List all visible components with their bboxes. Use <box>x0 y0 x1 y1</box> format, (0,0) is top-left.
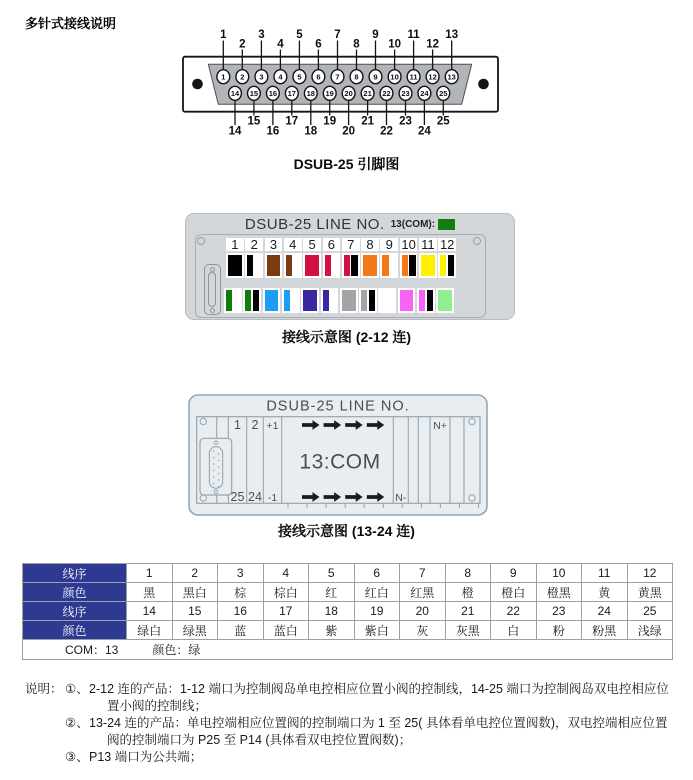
wire-color-cell-bottom <box>378 288 396 313</box>
com-center-label: 13:COM <box>299 450 381 474</box>
table-cell: 浅绿 <box>627 621 673 640</box>
table-cell: 14 <box>127 602 173 621</box>
pin-label: 24 <box>418 125 431 138</box>
wire-color-bar <box>303 290 317 311</box>
pin-label: 25 <box>436 115 450 128</box>
pin-label: 21 <box>361 115 374 128</box>
table-cell: 粉 <box>536 621 582 640</box>
wire-color-bar <box>292 290 298 311</box>
wire-color-bar <box>284 290 290 311</box>
slot-label: +1 <box>266 420 279 432</box>
wire-color-cell-bottom <box>340 288 358 313</box>
note-item <box>65 749 673 766</box>
pin-label: 2 <box>239 38 246 51</box>
table-cell: 绿白 <box>127 621 173 640</box>
pin-number: 15 <box>249 89 259 98</box>
pin-number: 9 <box>373 72 378 82</box>
wire-color-bar <box>380 290 394 311</box>
table-cell: 7 <box>400 564 446 583</box>
table-row <box>23 621 673 640</box>
table-cell: 4 <box>263 564 309 583</box>
wire-color-bar <box>228 255 242 276</box>
wire-color-bar <box>226 290 232 311</box>
table-cell: 11 <box>582 564 628 583</box>
table-row <box>23 602 673 621</box>
table-cell: 橙黑 <box>536 583 582 602</box>
screw-hole-icon <box>197 237 205 245</box>
pin-label: 23 <box>399 115 412 128</box>
dsub-connector-icon <box>204 264 221 315</box>
wire-color-cell-top <box>245 253 263 278</box>
table-cell: 红白 <box>354 583 400 602</box>
table-cell: 黑白 <box>172 583 218 602</box>
wire-color-cell-top <box>400 253 418 278</box>
wire-color-bar <box>427 290 433 311</box>
note-text: 13-24 连的产品：单电控端相应位置阀的控制端口为 1 至 25( 具体看单电控位置阀数)，双电控端相应位置阀的控制端口为 P25 至 P14 (具体看双电控位置阀数)； <box>89 716 668 747</box>
screw-hole-icon <box>200 418 206 424</box>
line-no-label: DSUB-25 LINE NO. <box>244 215 385 233</box>
pin-label: 22 <box>380 125 393 138</box>
note-marker: ②、 <box>65 716 89 730</box>
table-cell: 22 <box>491 602 537 621</box>
table-cell: 19 <box>354 602 400 621</box>
pin-label: 3 <box>258 29 265 41</box>
pin-label: 16 <box>266 125 280 138</box>
screw-hole-icon <box>469 418 475 424</box>
wire-color-cell-bottom <box>282 288 300 313</box>
pin-label: 9 <box>372 29 379 41</box>
wire-color-bar <box>245 290 251 311</box>
table-row-header: 线序 <box>23 564 127 583</box>
slot-label: 25 <box>230 490 245 504</box>
table-cell: 紫 <box>309 621 355 640</box>
table-row-header: 线序 <box>23 602 127 621</box>
table-cell: 24 <box>582 602 628 621</box>
table-cell: 棕白 <box>263 583 309 602</box>
wire-color-bar <box>234 290 240 311</box>
dsub-shell-icon <box>208 272 216 307</box>
wire-color-bar <box>265 290 279 311</box>
pin-number: 10 <box>390 72 399 82</box>
wire-color-cell-top <box>323 253 341 278</box>
table-cell: 10 <box>536 564 582 583</box>
wire-color-bar <box>361 290 367 311</box>
pin-number: 23 <box>401 89 410 98</box>
wire-color-bar <box>438 290 452 311</box>
table-cell: 红 <box>309 583 355 602</box>
n-plus-label: N+ <box>433 420 447 432</box>
pin-number: 17 <box>287 89 296 98</box>
dsub25-pinout-diagram <box>180 22 510 140</box>
pin-label: 4 <box>277 38 284 51</box>
wire-column-number: 7 <box>342 238 360 252</box>
pin-number: 2 <box>240 72 245 82</box>
wire-color-cell-top <box>226 253 244 278</box>
note-item <box>65 681 673 715</box>
table-cell: 蓝 <box>218 621 264 640</box>
pin-number: 24 <box>420 89 429 98</box>
table-row <box>23 564 673 583</box>
table-cell: 1 <box>127 564 173 583</box>
wire-color-cell-top <box>380 253 398 278</box>
table-cell: 白 <box>491 621 537 640</box>
wire-color-bar <box>305 255 319 276</box>
page-title: 多针式接线说明 <box>25 16 117 31</box>
wire-color-bar <box>363 255 377 276</box>
table-cell: 17 <box>263 602 309 621</box>
wiring-2-12-header <box>186 215 514 233</box>
wire-color-cell-top <box>284 253 302 278</box>
table-cell: 灰 <box>400 621 446 640</box>
table-cell: 橙 <box>445 583 491 602</box>
slot-label: 1 <box>234 418 241 432</box>
screw-hole-icon <box>200 495 206 501</box>
pin-number: 19 <box>325 89 334 98</box>
pin-number: 11 <box>409 72 418 82</box>
wire-color-cell-top <box>303 253 321 278</box>
table-cell: 棕 <box>218 583 264 602</box>
pin-number: 18 <box>306 89 315 98</box>
wire-color-cell-top <box>438 253 456 278</box>
wiring-2-12-caption: 接线示意图 (2-12 连) <box>281 329 412 345</box>
table-cell: 15 <box>172 602 218 621</box>
pin-number: 21 <box>363 89 372 98</box>
pin-label: 20 <box>342 125 355 138</box>
pin-number: 6 <box>316 72 321 82</box>
table-cell: 8 <box>445 564 491 583</box>
pin-number: 12 <box>428 72 437 82</box>
notes-label: 说明： <box>25 682 63 696</box>
pin-label: 13 <box>445 29 459 41</box>
wire-column-number: 1 <box>226 238 244 252</box>
notes-section <box>25 681 673 766</box>
slot-label: -1 <box>267 492 278 504</box>
wire-column-number: 5 <box>303 238 321 252</box>
wire-color-cell-bottom <box>301 288 319 313</box>
wire-color-cell-top <box>265 253 283 278</box>
table-cell: 黄黑 <box>627 583 673 602</box>
slot-label: 2 <box>251 418 259 432</box>
wire-column-number: 9 <box>380 238 398 252</box>
wire-color-bar <box>332 255 338 276</box>
table-cell: 3 <box>218 564 264 583</box>
wire-color-bar <box>330 290 336 311</box>
pin-number: 3 <box>259 72 264 82</box>
table-cell: 黄 <box>582 583 628 602</box>
pin-number: 1 <box>221 72 226 82</box>
wire-column-number: 6 <box>323 238 341 252</box>
wire-color-bar <box>421 255 435 276</box>
wire-column-number: 4 <box>284 238 302 252</box>
pin-number: 5 <box>297 72 302 82</box>
table-cell: 橙白 <box>491 583 537 602</box>
pin-label: 10 <box>388 38 401 51</box>
wiring-13-24-caption: 接线示意图 (13-24 连) <box>278 523 415 539</box>
wire-color-bar <box>448 255 454 276</box>
table-cell: 紫白 <box>354 621 400 640</box>
table-cell: 23 <box>536 602 582 621</box>
table-cell: 9 <box>491 564 537 583</box>
pin-number: 14 <box>230 89 240 98</box>
wire-color-bar <box>325 255 331 276</box>
screw-hole-icon <box>473 237 481 245</box>
pin-label: 7 <box>334 29 341 41</box>
wire-color-bar <box>255 255 261 276</box>
wire-color-bar <box>247 255 253 276</box>
notes-items <box>65 681 673 766</box>
note-marker: ①、 <box>65 682 89 696</box>
wire-color-bar <box>382 255 388 276</box>
table-cell: 6 <box>354 564 400 583</box>
wire-color-bar <box>253 290 259 311</box>
pin-label: 17 <box>285 115 299 128</box>
wire-color-bar <box>400 290 414 311</box>
table-cell: 12 <box>627 564 673 583</box>
pin-label: 14 <box>228 125 242 138</box>
table-cell: 16 <box>218 602 264 621</box>
pin-number: 8 <box>354 72 359 82</box>
pin-label: 19 <box>323 115 337 128</box>
com-label: 13(COM): <box>390 218 436 230</box>
table-footer <box>23 640 673 660</box>
note-marker: ③、 <box>65 750 89 764</box>
table-row-header: 颜色 <box>23 583 127 602</box>
com-color-swatch <box>438 219 455 230</box>
pin-number: 16 <box>268 89 278 98</box>
table-cell: 粉黑 <box>582 621 628 640</box>
table-cell: 黑 <box>127 583 173 602</box>
wire-color-bar <box>323 290 329 311</box>
pin-number: 4 <box>278 72 283 82</box>
wire-color-bar <box>390 255 396 276</box>
pin-number: 20 <box>344 89 353 98</box>
table-footer-row <box>23 640 673 660</box>
wire-color-table <box>22 563 673 660</box>
pin-label: 8 <box>353 38 360 51</box>
wire-color-bar <box>344 255 350 276</box>
com-color-value: 颜色：绿 <box>152 643 201 657</box>
pin-number: 25 <box>439 89 448 98</box>
pin-label: 12 <box>426 38 439 51</box>
com-value: COM：13 <box>65 643 119 657</box>
wire-color-cell-bottom <box>417 288 435 313</box>
table-cell: 灰黑 <box>445 621 491 640</box>
table-cell: 21 <box>445 602 491 621</box>
wire-column-number: 11 <box>419 238 437 252</box>
wiring-diagram-2-12 <box>185 213 515 320</box>
pin-number: 7 <box>335 72 340 82</box>
mount-hole-icon <box>478 79 489 90</box>
note-text: 2-12 连的产品：1-12 端口为控制阀岛单电控相应位置小阀的控制线，14-25 端口为控制阀岛双电控相应位置小阀的控制线； <box>89 682 669 713</box>
wire-color-bar <box>440 255 446 276</box>
table-cell: 25 <box>627 602 673 621</box>
pin-label: 11 <box>407 29 420 41</box>
screw-hole-icon <box>469 495 475 501</box>
wire-column-number: 10 <box>401 236 416 252</box>
pin-label: 6 <box>315 38 322 51</box>
pin-label: 15 <box>247 115 261 128</box>
wire-color-bar <box>351 255 357 276</box>
wire-color-cell-bottom <box>263 288 281 313</box>
wire-color-bar <box>267 255 281 276</box>
wire-color-cell-bottom <box>224 288 242 313</box>
wire-color-cell-top <box>419 253 437 278</box>
wiring-diagram-13-24 <box>188 394 488 516</box>
line-no-label: DSUB-25 LINE NO. <box>266 398 410 415</box>
wire-column-number: 2 <box>245 238 263 252</box>
wire-color-cell-bottom <box>436 288 454 313</box>
wire-color-bar <box>286 255 292 276</box>
table-cell: 蓝白 <box>263 621 309 640</box>
table-cell: 红黑 <box>400 583 446 602</box>
table-row <box>23 583 673 602</box>
note-text: P13 端口为公共端； <box>89 750 203 764</box>
wire-color-cell-top <box>342 253 360 278</box>
wire-color-bar <box>342 290 356 311</box>
mount-hole-icon <box>192 79 203 90</box>
pin-number: 22 <box>382 89 391 98</box>
wire-color-bar <box>369 290 375 311</box>
wire-column-number: 3 <box>265 238 283 252</box>
wire-column-number: 12 <box>439 236 455 252</box>
wire-color-bar <box>402 255 408 276</box>
wire-color-cell-bottom <box>321 288 339 313</box>
wire-color-bar <box>419 290 425 311</box>
note-item <box>65 715 673 749</box>
slot-label: 24 <box>248 490 262 504</box>
pin-number: 13 <box>447 72 456 82</box>
pin-label: 18 <box>304 125 318 138</box>
table-row-header: 颜色 <box>23 621 127 640</box>
table-cell: 18 <box>309 602 355 621</box>
wire-color-cell-bottom <box>398 288 416 313</box>
table-cell: 绿黑 <box>172 621 218 640</box>
wire-column-number: 8 <box>361 238 379 252</box>
wire-color-cell-bottom <box>243 288 261 313</box>
wire-color-cell-top <box>361 253 379 278</box>
wire-color-bar <box>409 255 415 276</box>
pin-label: 1 <box>220 29 227 41</box>
n-minus-label: N- <box>395 492 407 504</box>
wire-color-cell-bottom <box>359 288 377 313</box>
wire-color-bar <box>294 255 300 276</box>
pinout-caption: DSUB-25 引脚图 <box>293 156 400 172</box>
table-cell: 5 <box>309 564 355 583</box>
table-cell: 2 <box>172 564 218 583</box>
table-cell: 20 <box>400 602 446 621</box>
pin-label: 5 <box>296 29 303 41</box>
